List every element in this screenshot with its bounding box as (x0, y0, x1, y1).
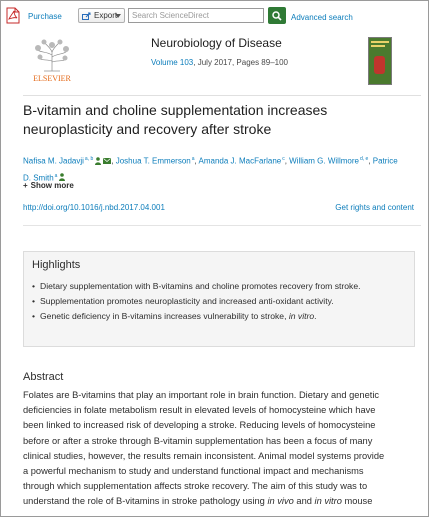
pdf-icon[interactable] (6, 7, 20, 24)
show-more-label: Show more (30, 181, 74, 190)
publisher-name: ELSEVIER (33, 74, 71, 83)
search-button[interactable] (268, 7, 286, 24)
abstract-line: Folates are B-vitamins that play an important role in brain function. Dietary and genetic (23, 390, 380, 400)
export-label: Export (94, 11, 118, 20)
journal-issue-info (151, 58, 288, 67)
list-item: • Dietary supplementation with B-vitamins and choline promotes recovery from stroke. (32, 281, 361, 291)
volume-link[interactable]: Volume 103 (151, 58, 194, 67)
chevron-down-icon (115, 14, 121, 18)
elsevier-logo[interactable] (26, 35, 78, 83)
affiliation-marker[interactable]: a (54, 172, 58, 179)
purchase-link[interactable]: Purchase (28, 12, 62, 21)
abstract-line: through which supplementation affects stroke recovery. The aim of this study was to (23, 481, 368, 492)
issue-details: , July 2017, Pages 89–100 (193, 58, 289, 67)
highlights-heading: Highlights (32, 259, 81, 271)
abstract-line: been linked to increased risk of developing a stroke. Reducing levels of homocysteine (23, 420, 376, 431)
abstract-heading: Abstract (23, 371, 64, 383)
abstract-line: before or after a stroke through B-vitamin supplementation has been a focus of many (23, 435, 373, 446)
abstract-text (23, 388, 421, 510)
export-icon (82, 12, 91, 20)
author-list: Nafisa M. Jadavji$^{a, b}$ , Joshua T. Emmerson$^a$, Amanda J. MacFarlane$^c$, William G. Willmore$^{d, e}$, Patrice D. Smith$^a$ (23, 156, 398, 183)
affiliation-marker[interactable]: d, e (359, 156, 369, 162)
journal-cover-image[interactable] (368, 37, 392, 85)
article-title: B-vitamin and choline supplementation increases neuroplasticity and recovery after stroke (23, 102, 328, 137)
highlights-list (32, 279, 408, 324)
person-icon[interactable] (95, 157, 101, 165)
export-button[interactable] (78, 8, 125, 23)
author-link[interactable]: Amanda J. MacFarlane (198, 156, 282, 166)
search-icon (272, 11, 282, 21)
author-link[interactable]: Nafisa M. Jadavji (23, 156, 84, 166)
affiliation-marker[interactable]: a (191, 156, 195, 162)
rights-link[interactable]: Get rights and content (335, 203, 414, 212)
doi-link[interactable]: http://doi.org/10.1016/j.nbd.2017.04.001 (23, 203, 165, 212)
advanced-search-link[interactable]: Advanced search (291, 13, 353, 22)
abstract-line: deficiencies in folate metabolism result in elevated levels of homocysteine which have (23, 405, 376, 416)
journal-title[interactable]: Neurobiology of Disease (151, 36, 282, 50)
highlights-panel (23, 251, 415, 347)
search-input[interactable] (128, 8, 264, 23)
list-item: • Supplementation promotes neuroplasticity and increased anti-oxidant activity. (32, 296, 334, 306)
abstract-line: understand the role of B-vitamins in stroke pathology using in vivo and in vitro mouse (23, 496, 373, 507)
list-item: • Genetic deficiency in B-vitamins increases vulnerability to stroke, in vitro. (32, 311, 317, 321)
show-more-button[interactable]: + Show more (23, 181, 74, 190)
divider (23, 95, 421, 96)
author-link[interactable]: William G. Willmore (289, 156, 359, 166)
abstract-line: a powerful mechanism to study and understand functional impact and mechanisms (23, 466, 364, 477)
divider (23, 225, 421, 226)
abstract-line: clinical studies, however, the results remain inconsistent. Animal model systems provide (23, 450, 385, 461)
affiliation-marker[interactable]: a, b (84, 156, 94, 162)
toolbar (1, 1, 428, 33)
author-link[interactable]: Joshua T. Emmerson (115, 156, 191, 166)
author-link[interactable]: Patrice D. Smith (23, 156, 398, 183)
affiliation-marker[interactable]: c (282, 156, 285, 162)
